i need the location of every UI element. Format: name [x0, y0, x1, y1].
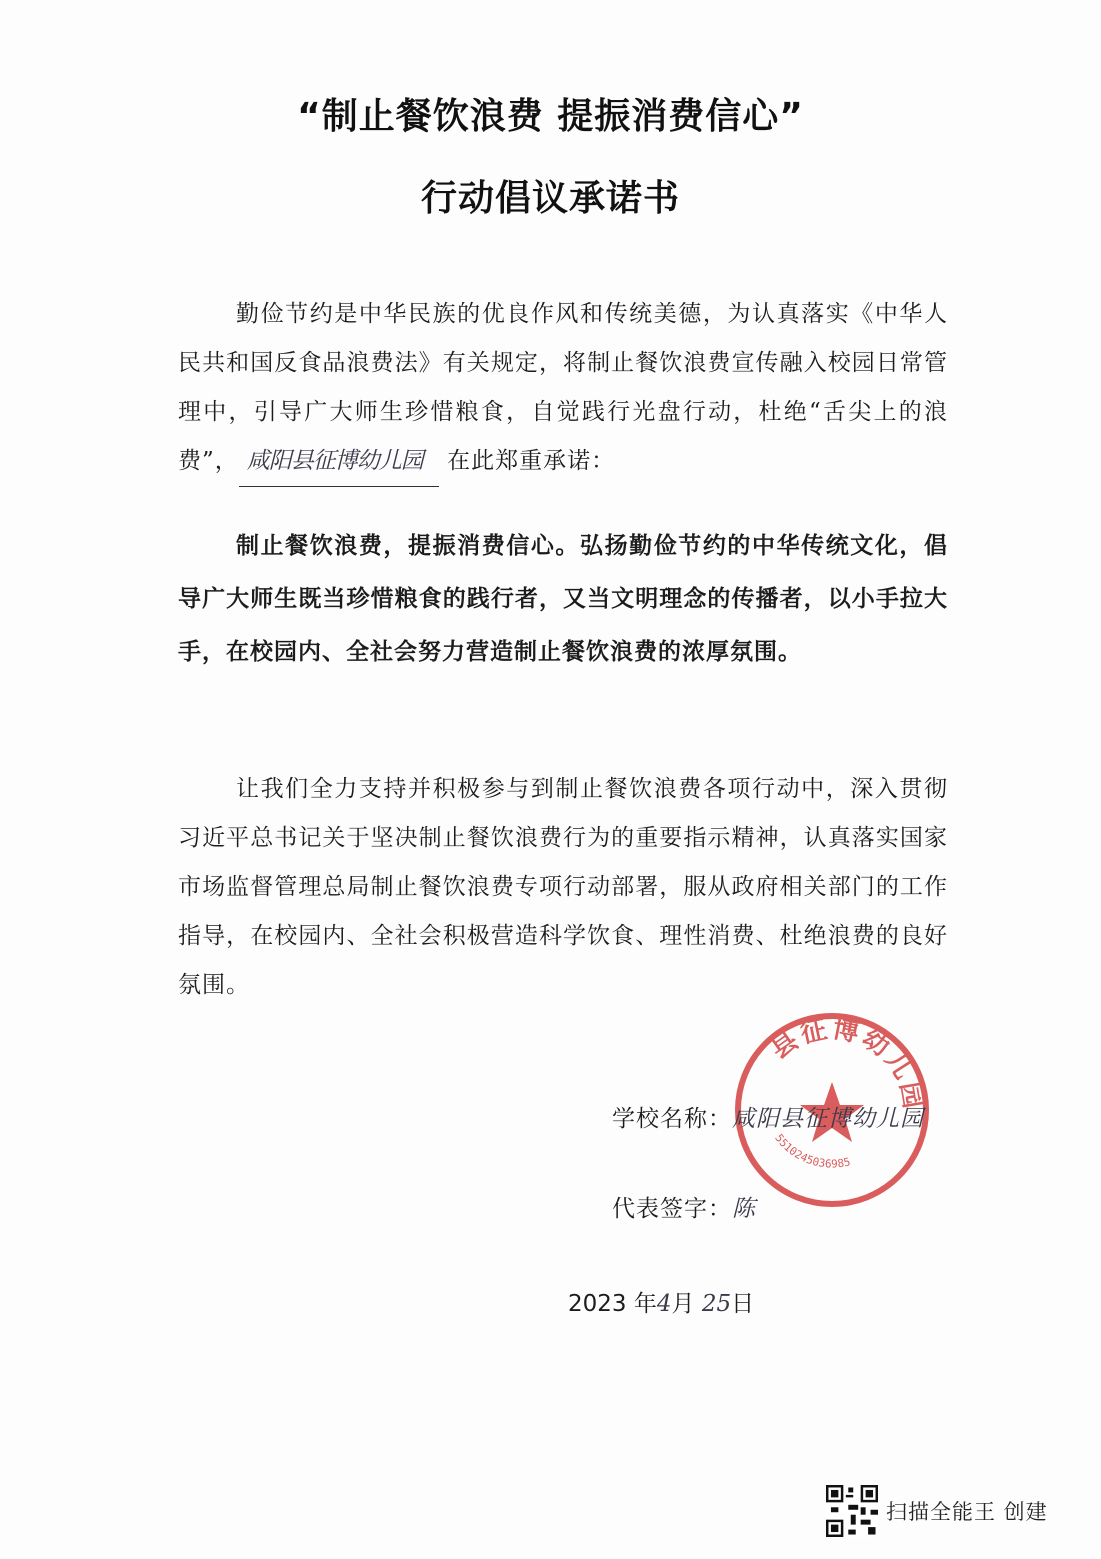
intro-commitment-text: 在此郑重承诺： — [447, 448, 616, 474]
date-year: 2023 年 — [568, 1291, 657, 1317]
school-name-label: 学校名称： — [612, 1106, 732, 1132]
date-day: 25 — [701, 1291, 732, 1317]
document-date — [568, 1285, 754, 1318]
paragraph-intro — [178, 290, 948, 487]
date-day-unit: 日 — [731, 1291, 755, 1317]
handwritten-school-name: 咸阳县征博幼儿园 — [239, 437, 439, 487]
scanner-watermark — [826, 1485, 1048, 1537]
seal-number: 5510245036985 — [772, 1131, 852, 1171]
intro-text: 勤俭节约是中华民族的优良作风和传统美德，为认真落实《中华人民共和国反食品浪费法》有关规定，将制止餐饮浪费宣传融入校园日常管理中，引导广大师生珍惜粮食，自觉践行光盘行动，杜绝“舌尖上的浪费”， — [178, 301, 948, 474]
scanner-watermark-text: 扫描全能王 创建 — [886, 1500, 1048, 1524]
date-month-unit: 月 — [671, 1291, 695, 1317]
school-name-signature: 咸阳县征博幼儿园 — [732, 1106, 924, 1132]
paragraph-action: 让我们全力支持并积极参与到制止餐饮浪费各项行动中，深入贯彻习近平总书记关于坚决制止餐饮浪费行为的重要指示精神，认真落实国家市场监督管理总局制止餐饮浪费专项行动部署，服从政府相关部门的工作指导，在校园内、全社会积极营造科学饮食、理性消费、杜绝浪费的良好氛围。 — [178, 776, 948, 998]
paragraph-pledge: 制止餐饮浪费，提振消费信心。弘扬勤俭节约的中华传统文化，倡导广大师生既当珍惜粮食的践行者，又当文明理念的传播者，以小手拉大手，在校园内、全社会努力营造制止餐饮浪费的浓厚氛围。 — [178, 533, 948, 665]
representative-line — [612, 1190, 756, 1223]
school-name-line — [612, 1100, 924, 1133]
date-month: 4 — [656, 1291, 672, 1317]
representative-label: 代表签字： — [612, 1196, 732, 1222]
representative-signature: 陈 — [732, 1196, 756, 1222]
seal-text: 县征博幼儿园 — [765, 1013, 929, 1114]
svg-text:5510245036985 — [772, 1132, 851, 1171]
qr-code-icon — [826, 1485, 878, 1537]
title-line-1: “制止餐饮浪费 提振消费信心” — [297, 96, 804, 137]
svg-text:县征博幼儿园 — [765, 1014, 928, 1114]
title-line-2: 行动倡议承诺书 — [420, 178, 680, 219]
